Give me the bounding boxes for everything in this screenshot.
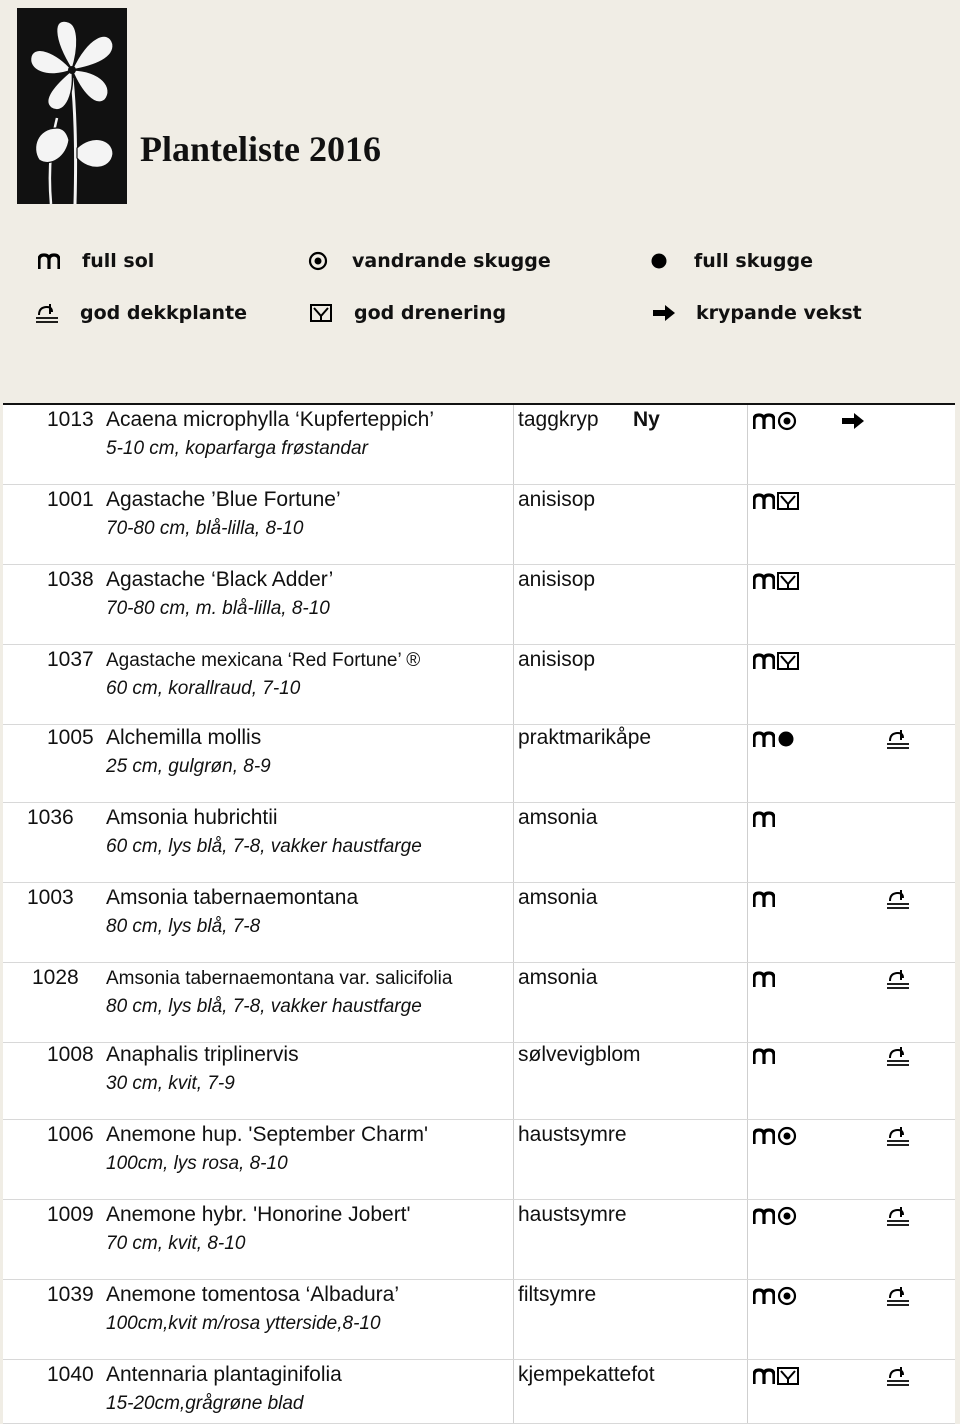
plant-common-name: amsonia	[518, 966, 598, 989]
ground-cover-icon	[887, 1206, 909, 1226]
plant-description: 5-10 cm, koparfarga frøstandar	[106, 438, 368, 459]
legend-drainage	[310, 302, 506, 324]
plant-icons	[753, 1284, 797, 1308]
ground-cover-icon	[887, 1366, 909, 1386]
full-sun-icon	[753, 1288, 775, 1304]
ground-cover-icon	[887, 1286, 909, 1306]
table-row	[3, 1360, 955, 1424]
table-row	[3, 1120, 955, 1200]
full-shade-icon	[777, 730, 795, 748]
drainage-icon	[777, 1367, 799, 1385]
legend-label: god drenering	[354, 302, 507, 324]
plant-latin-name: Alchemilla mollis	[106, 726, 262, 749]
plant-common-name: praktmarikåpe	[518, 726, 652, 749]
plant-extra-icon	[887, 1044, 909, 1068]
plant-icons	[753, 1204, 797, 1228]
full-sun-icon	[753, 891, 775, 907]
plant-common-name: amsonia	[518, 886, 598, 909]
table-row	[3, 803, 955, 883]
full-sun-icon	[753, 1048, 775, 1064]
plant-description: 60 cm, korallraud, 7-10	[106, 678, 301, 699]
full-sun-icon	[753, 1128, 775, 1144]
plant-extra-icon	[887, 887, 909, 911]
plant-description: 100cm, lys rosa, 8-10	[106, 1153, 288, 1174]
plant-extra-icon	[887, 967, 909, 991]
plant-number: 1037	[47, 648, 94, 671]
legend-creeping	[652, 302, 862, 324]
plant-description: 70-80 cm, blå-lilla, 8-10	[106, 518, 304, 539]
full-sun-icon	[753, 1368, 775, 1384]
plant-number: 1005	[47, 726, 94, 749]
plant-description: 100cm,kvit m/rosa ytterside,8-10	[106, 1313, 381, 1334]
plant-extra-icon	[841, 409, 865, 433]
plant-extra-icon	[887, 1204, 909, 1228]
full-shade-icon	[650, 252, 694, 270]
plant-description: 30 cm, kvit, 7-9	[106, 1073, 235, 1094]
full-sun-icon	[38, 253, 82, 269]
plant-icons	[753, 1124, 797, 1148]
plant-common-name: anisisop	[518, 648, 596, 671]
plant-icons	[753, 887, 775, 911]
plant-latin-name: Agastache ‘Black Adder’	[106, 568, 334, 591]
full-sun-icon	[753, 493, 775, 509]
plant-icons	[753, 1364, 799, 1388]
plant-number: 1013	[47, 408, 94, 431]
plant-number: 1036	[27, 806, 74, 829]
table-row	[3, 963, 955, 1043]
plant-description: 70-80 cm, m. blå-lilla, 8-10	[106, 598, 330, 619]
partial-shade-icon	[777, 1126, 797, 1146]
ground-cover-icon	[887, 969, 909, 989]
plant-number: 1039	[47, 1283, 94, 1306]
plant-latin-name: Amsonia hubrichtii	[106, 806, 278, 829]
ground-cover-icon	[887, 889, 909, 909]
table-row	[3, 565, 955, 645]
page-title: Planteliste 2016	[140, 129, 381, 169]
partial-shade-icon	[308, 251, 352, 271]
full-sun-icon	[753, 653, 775, 669]
plant-number: 1038	[47, 568, 94, 591]
full-sun-icon	[753, 731, 775, 747]
plant-latin-name: Agastache ’Blue Fortune’	[106, 488, 341, 511]
plant-description: 25 cm, gulgrøn, 8-9	[106, 756, 271, 777]
plant-common-name: amsonia	[518, 806, 598, 829]
legend-label: vandrande skugge	[352, 250, 551, 272]
plant-icons	[753, 1044, 775, 1068]
ground-cover-icon	[887, 729, 909, 749]
plant-common-name: sølvevigblom	[518, 1043, 641, 1066]
plant-icons	[753, 409, 797, 433]
table-row	[3, 405, 955, 485]
table-row	[3, 1280, 955, 1360]
ground-cover-icon	[36, 303, 80, 323]
plant-common-name: haustsymre	[518, 1203, 627, 1226]
drainage-icon	[777, 492, 799, 510]
legend-ground-cover	[36, 302, 247, 324]
plant-number: 1028	[32, 966, 79, 989]
plant-icons	[753, 727, 795, 751]
plant-number: 1008	[47, 1043, 94, 1066]
plant-description: 80 cm, lys blå, 7-8	[106, 916, 261, 937]
plant-extra-icon	[887, 1124, 909, 1148]
plant-common-name: taggkryp	[518, 408, 599, 431]
plant-latin-name: Anemone tomentosa ‘Albadura’	[106, 1283, 400, 1306]
full-sun-icon	[753, 413, 775, 429]
plant-common-name: filtsymre	[518, 1283, 597, 1306]
legend-label: full skugge	[694, 250, 813, 272]
plant-latin-name: Antennaria plantaginifolia	[106, 1363, 342, 1386]
full-sun-icon	[753, 573, 775, 589]
plant-latin-name: Anemone hup. 'September Charm'	[106, 1123, 429, 1146]
plant-extra-icon	[887, 1364, 909, 1388]
plant-icons	[753, 649, 799, 673]
plant-common-name: haustsymre	[518, 1123, 627, 1146]
plant-latin-name: Amsonia tabernaemontana	[106, 886, 359, 909]
legend-full-shade	[650, 250, 813, 272]
plant-description: 60 cm, lys blå, 7-8, vakker haustfarge	[106, 836, 422, 857]
plant-icons	[753, 967, 775, 991]
full-sun-icon	[753, 971, 775, 987]
creeping-arrow-icon	[652, 304, 696, 322]
plant-number: 1009	[47, 1203, 94, 1226]
drainage-icon	[777, 652, 799, 670]
plant-latin-name: Anaphalis triplinervis	[106, 1043, 299, 1066]
plant-number: 1040	[47, 1363, 94, 1386]
full-sun-icon	[753, 811, 775, 827]
plant-number: 1001	[47, 488, 94, 511]
plant-common-name: anisisop	[518, 488, 596, 511]
plant-latin-name: Agastache mexicana ‘Red Fortune’ ®	[106, 650, 421, 671]
legend-partial-shade	[308, 250, 551, 272]
table-row	[3, 883, 955, 963]
plant-extra-icon	[887, 727, 909, 751]
legend-label: god dekkplante	[80, 302, 248, 324]
table-row	[3, 1200, 955, 1280]
table-row	[3, 1040, 955, 1120]
plant-icons	[753, 807, 775, 831]
plant-latin-name: Anemone hybr. 'Honorine Jobert'	[106, 1203, 411, 1226]
plant-number: 1003	[27, 886, 74, 909]
plant-description: 80 cm, lys blå, 7-8, vakker haustfarge	[106, 996, 422, 1017]
plant-latin-name: Acaena microphylla ‘Kupferteppich’	[106, 408, 435, 431]
full-sun-icon	[753, 1208, 775, 1224]
new-badge: Ny	[633, 408, 660, 431]
plant-description: 70 cm, kvit, 8-10	[106, 1233, 246, 1254]
flower-logo	[17, 8, 127, 204]
plant-description: 15-20cm,grågrøne blad	[106, 1393, 304, 1414]
partial-shade-icon	[777, 1286, 797, 1306]
plant-icons	[753, 489, 799, 513]
legend-label: krypande vekst	[696, 302, 862, 324]
partial-shade-icon	[777, 411, 797, 431]
plant-common-name: kjempekattefot	[518, 1363, 655, 1386]
table-row	[3, 645, 955, 725]
table-row	[3, 485, 955, 565]
legend-label: full sol	[82, 250, 155, 272]
legend-full-sun	[38, 250, 154, 272]
drainage-icon	[310, 304, 354, 322]
ground-cover-icon	[887, 1046, 909, 1066]
legend	[0, 240, 960, 340]
table-row	[3, 723, 955, 803]
partial-shade-icon	[777, 1206, 797, 1226]
plant-number: 1006	[47, 1123, 94, 1146]
drainage-icon	[777, 572, 799, 590]
plant-extra-icon	[887, 1284, 909, 1308]
ground-cover-icon	[887, 1126, 909, 1146]
plant-icons	[753, 569, 799, 593]
creeping-arrow-icon	[841, 412, 865, 430]
plant-table	[3, 403, 955, 1424]
plant-common-name: anisisop	[518, 568, 596, 591]
plant-latin-name: Amsonia tabernaemontana var. salicifolia	[106, 968, 453, 989]
